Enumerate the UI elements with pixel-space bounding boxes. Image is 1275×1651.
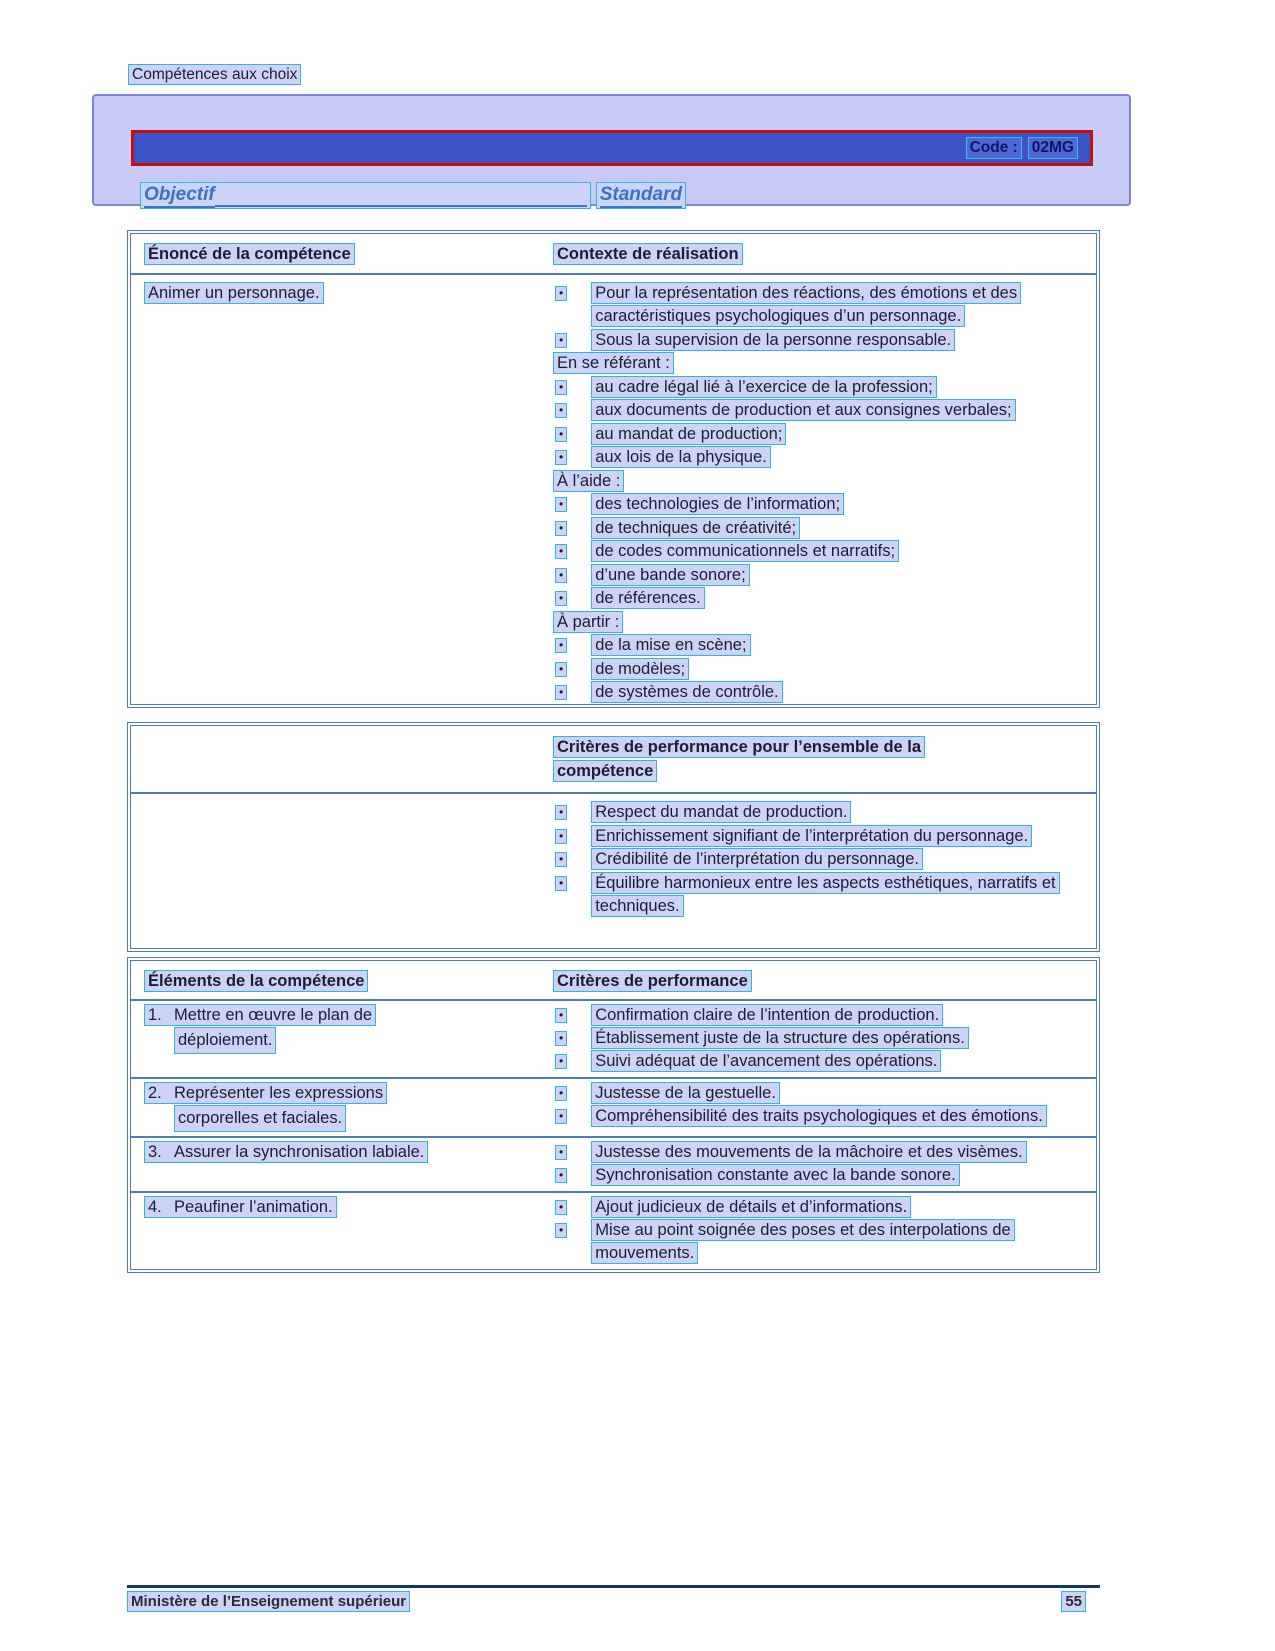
criterion-text: Établissement juste de la structure des opérations. bbox=[591, 1027, 969, 1049]
criteria-item-text: Respect du mandat de production. bbox=[591, 801, 851, 823]
element-text bbox=[144, 1004, 376, 1026]
footer-divider bbox=[127, 1585, 1100, 1588]
element-text bbox=[144, 1082, 387, 1104]
context-item bbox=[553, 282, 1090, 329]
context-item bbox=[553, 681, 1090, 705]
criteria-item-text: Équilibre harmonieux entre les aspects esthétiques, narratifs et techniques. bbox=[591, 872, 1059, 918]
bullet-icon: • bbox=[555, 497, 567, 512]
element-line: Représenter les expressions bbox=[174, 1084, 384, 1102]
context-item bbox=[553, 540, 1090, 564]
element-text bbox=[144, 1141, 428, 1163]
column-header-enonce: Énoncé de la compétence bbox=[144, 243, 355, 265]
criterion-text: Justesse des mouvements de la mâchoire et des visèmes. bbox=[591, 1141, 1026, 1163]
document-title-label bbox=[128, 66, 301, 84]
element-row bbox=[131, 1077, 1096, 1136]
bullet-icon: • bbox=[555, 1008, 567, 1023]
context-item bbox=[553, 587, 1090, 611]
context-item-text: En se référant : bbox=[553, 352, 674, 374]
criteria-summary-header bbox=[131, 726, 1096, 794]
criterion-text: Justesse de la gestuelle. bbox=[591, 1082, 780, 1104]
context-item-text: À l’aide : bbox=[553, 470, 624, 492]
criterion-text: Compréhensibilité des traits psychologiques et des émotions. bbox=[591, 1105, 1047, 1127]
element-line: déploiement. bbox=[174, 1027, 276, 1054]
bullet-icon: • bbox=[555, 1054, 567, 1069]
context-item bbox=[553, 517, 1090, 541]
criterion bbox=[553, 1164, 1090, 1187]
document-title-text: Compétences aux choix bbox=[128, 64, 301, 85]
criterion bbox=[553, 1141, 1090, 1164]
title-bar bbox=[131, 130, 1093, 166]
bullet-icon: • bbox=[555, 685, 567, 700]
element-number: 4. bbox=[148, 1198, 162, 1216]
criterion bbox=[553, 1219, 1090, 1265]
context-item-text: de codes communicationnels et narratifs; bbox=[591, 540, 899, 562]
bullet-icon: • bbox=[555, 1200, 567, 1215]
criteria-cell bbox=[549, 1082, 1096, 1132]
context-item-text: des technologies de l’information; bbox=[591, 493, 844, 515]
element-row bbox=[131, 1191, 1096, 1269]
bullet-icon: • bbox=[555, 805, 567, 820]
footer-page-number: 55 bbox=[1061, 1591, 1086, 1612]
title-banner bbox=[92, 94, 1131, 206]
element-cell bbox=[131, 1196, 549, 1265]
context-item bbox=[553, 634, 1090, 658]
context-item-text: Pour la représentation des réactions, des émotions et des caractéristiques psychologiques d’un personnage. bbox=[591, 282, 1021, 328]
bullet-icon: • bbox=[555, 591, 567, 606]
column-header-elements: Éléments de la compétence bbox=[144, 970, 368, 992]
criteria-cell bbox=[549, 1141, 1096, 1187]
criterion-text: Suivi adéquat de l’avancement des opérations. bbox=[591, 1050, 941, 1072]
column-header-criteres-ensemble: Critères de performance pour l’ensemble de la compétence bbox=[553, 736, 925, 782]
context-item-text: aux documents de production et aux consignes verbales; bbox=[591, 399, 1015, 421]
bullet-icon: • bbox=[555, 333, 567, 348]
criteria-cell bbox=[549, 1004, 1096, 1073]
criterion-text: Synchronisation constante avec la bande sonore. bbox=[591, 1164, 960, 1186]
context-item-text: d’une bande sonore; bbox=[591, 564, 749, 586]
footer-ministry: Ministère de l’Enseignement supérieur bbox=[127, 1591, 410, 1612]
criterion-text: Ajout judicieux de détails et d’informations. bbox=[591, 1196, 911, 1218]
competence-table bbox=[127, 230, 1100, 708]
bullet-icon: • bbox=[555, 544, 567, 559]
standard-heading bbox=[596, 182, 686, 209]
bullet-icon: • bbox=[555, 1031, 567, 1046]
bullet-icon: • bbox=[555, 662, 567, 677]
context-item bbox=[553, 399, 1090, 423]
element-line: Peaufiner l’animation. bbox=[174, 1198, 333, 1216]
bullet-icon: • bbox=[555, 286, 567, 301]
objectif-heading bbox=[140, 182, 591, 209]
enonce-cell bbox=[131, 282, 549, 705]
element-text bbox=[144, 1196, 337, 1218]
element-cell bbox=[131, 1082, 549, 1132]
context-item-text: aux lois de la physique. bbox=[591, 446, 771, 468]
element-line: Mettre en œuvre le plan de bbox=[174, 1006, 373, 1024]
bullet-icon: • bbox=[555, 1109, 567, 1124]
element-cell bbox=[131, 1141, 549, 1187]
competence-table-header bbox=[131, 234, 1096, 275]
context-item bbox=[553, 329, 1090, 353]
criteria-item-text: Enrichissement signifiant de l’interprétation du personnage. bbox=[591, 825, 1032, 847]
context-item-text: de systèmes de contrôle. bbox=[591, 681, 782, 703]
element-number: 3. bbox=[148, 1143, 162, 1161]
bullet-icon: • bbox=[555, 403, 567, 418]
criterion bbox=[553, 1027, 1090, 1050]
context-item bbox=[553, 564, 1090, 588]
criteria-summary-table bbox=[127, 722, 1100, 952]
element-cell bbox=[131, 1004, 549, 1073]
code-label: Code : bbox=[966, 137, 1022, 159]
context-item bbox=[553, 423, 1090, 447]
criteria-item-text: Crédibilité de l’interprétation du personnage. bbox=[591, 848, 923, 870]
context-item bbox=[553, 376, 1090, 400]
context-item-text: au cadre légal lié à l’exercice de la profession; bbox=[591, 376, 937, 398]
criterion bbox=[553, 1082, 1090, 1105]
criterion bbox=[553, 1105, 1090, 1128]
objectif-text: Objectif bbox=[144, 184, 215, 208]
competence-table-body bbox=[131, 275, 1096, 711]
column-header-criteres: Critères de performance bbox=[553, 970, 752, 992]
element-number: 1. bbox=[148, 1006, 162, 1024]
context-item-text: de la mise en scène; bbox=[591, 634, 750, 656]
bullet-icon: • bbox=[555, 876, 567, 891]
criteria-item bbox=[553, 825, 1090, 849]
elements-table-header bbox=[131, 961, 1096, 1001]
element-number: 2. bbox=[148, 1084, 162, 1102]
bullet-icon: • bbox=[555, 1223, 567, 1238]
bullet-icon: • bbox=[555, 521, 567, 536]
criterion bbox=[553, 1050, 1090, 1073]
column-header-contexte: Contexte de réalisation bbox=[553, 243, 743, 265]
bullet-icon: • bbox=[555, 1168, 567, 1183]
enonce-text: Animer un personnage. bbox=[144, 282, 324, 304]
context-item-text: À partir : bbox=[553, 611, 623, 633]
bullet-icon: • bbox=[555, 638, 567, 653]
context-item-text: de techniques de créativité; bbox=[591, 517, 800, 539]
element-line: Assurer la synchronisation labiale. bbox=[174, 1143, 425, 1161]
standard-text: Standard bbox=[600, 184, 682, 208]
criterion-text: Mise au point soignée des poses et des interpolations de mouvements. bbox=[591, 1219, 1015, 1264]
criteria-summary-body bbox=[131, 794, 1096, 925]
context-item bbox=[553, 470, 1090, 494]
context-item-text: de références. bbox=[591, 587, 704, 609]
context-item bbox=[553, 611, 1090, 635]
element-row bbox=[131, 1136, 1096, 1191]
bullet-icon: • bbox=[555, 1086, 567, 1101]
criteria-item bbox=[553, 872, 1090, 919]
criterion bbox=[553, 1196, 1090, 1219]
criterion bbox=[553, 1004, 1090, 1027]
element-row bbox=[131, 1001, 1096, 1077]
context-item-text: Sous la supervision de la personne responsable. bbox=[591, 329, 955, 351]
criteria-cell bbox=[549, 1196, 1096, 1265]
bullet-icon: • bbox=[555, 1145, 567, 1160]
criteria-item bbox=[553, 801, 1090, 825]
bullet-icon: • bbox=[555, 852, 567, 867]
section-headings bbox=[140, 182, 686, 209]
elements-table bbox=[127, 957, 1100, 1273]
context-item bbox=[553, 352, 1090, 376]
context-item bbox=[553, 658, 1090, 682]
bullet-icon: • bbox=[555, 450, 567, 465]
contexte-cell bbox=[549, 282, 1096, 705]
context-item-text: de modèles; bbox=[591, 658, 689, 680]
context-item bbox=[553, 446, 1090, 470]
bullet-icon: • bbox=[555, 829, 567, 844]
footer bbox=[127, 1591, 1100, 1612]
context-item-text: au mandat de production; bbox=[591, 423, 786, 445]
code-value: 02MG bbox=[1028, 137, 1078, 159]
bullet-icon: • bbox=[555, 380, 567, 395]
element-line: corporelles et faciales. bbox=[174, 1105, 346, 1132]
context-item bbox=[553, 493, 1090, 517]
bullet-icon: • bbox=[555, 568, 567, 583]
bullet-icon: • bbox=[555, 427, 567, 442]
criterion-text: Confirmation claire de l’intention de production. bbox=[591, 1004, 943, 1026]
heading-tab-underline bbox=[215, 184, 587, 207]
criteria-item bbox=[553, 848, 1090, 872]
